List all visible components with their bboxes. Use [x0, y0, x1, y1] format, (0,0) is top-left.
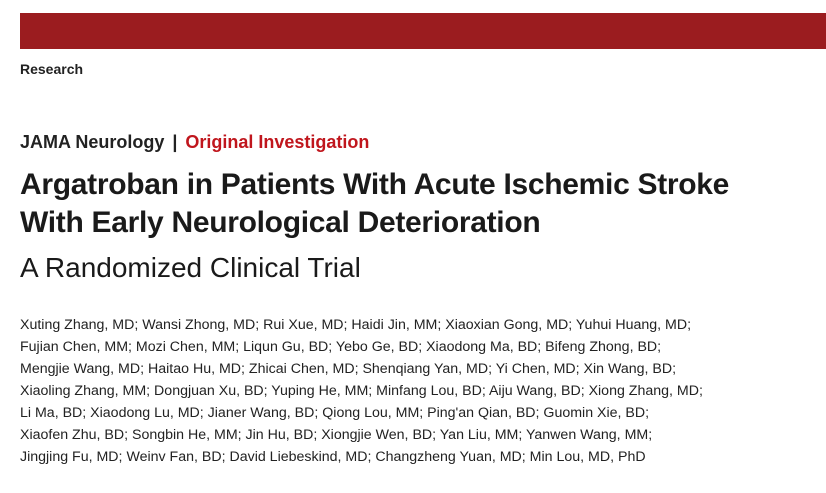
journal-name[interactable]: JAMA Neurology: [20, 132, 165, 152]
article-type[interactable]: Original Investigation: [185, 132, 370, 152]
journal-brand-bar: [20, 13, 826, 49]
author-line: Li Ma, BD; Xiaodong Lu, MD; Jianer Wang, BD; Qiong Lou, MM; Ping'an Qian, BD; Guomin Xie, BD;: [20, 405, 650, 421]
author-line: Mengjie Wang, MD; Haitao Hu, MD; Zhicai Chen, MD; Shenqiang Yan, MD; Yi Chen, MD; Xin Wang, BD;: [20, 361, 677, 377]
article-subtitle: A Randomized Clinical Trial: [20, 252, 361, 283]
author-list: [20, 314, 810, 468]
author-line: Xiaofen Zhu, BD; Songbin He, MM; Jin Hu, BD; Xiongjie Wen, BD; Yan Liu, MM; Yanwen Wang, MM;: [20, 427, 653, 443]
author-line: Fujian Chen, MM; Mozi Chen, MM; Liqun Gu, BD; Yebo Ge, BD; Xiaodong Ma, BD; Bifeng Zhong, BD;: [20, 339, 662, 355]
article-title: [20, 166, 729, 242]
author-line: Xiaoling Zhang, MM; Dongjuan Xu, BD; Yuping He, MM; Minfang Lou, BD; Aiju Wang, BD; Xiong Zhang, MD;: [20, 383, 703, 399]
article-title-line: With Early Neurological Deterioration: [20, 206, 541, 239]
article-title-line: Argatroban in Patients With Acute Ischemic Stroke: [20, 168, 730, 201]
author-line: Jingjing Fu, MD; Weinv Fan, BD; David Liebeskind, MD; Changzheng Yuan, MD; Min Lou, MD, PhD: [20, 449, 646, 465]
author-line: Xuting Zhang, MD; Wansi Zhong, MD; Rui Xue, MD; Haidi Jin, MM; Xiaoxian Gong, MD; Yuhui Huang, MD;: [20, 317, 692, 333]
journal-line: [20, 131, 369, 153]
section-label: Research: [20, 61, 84, 77]
journal-separator: |: [172, 132, 178, 152]
